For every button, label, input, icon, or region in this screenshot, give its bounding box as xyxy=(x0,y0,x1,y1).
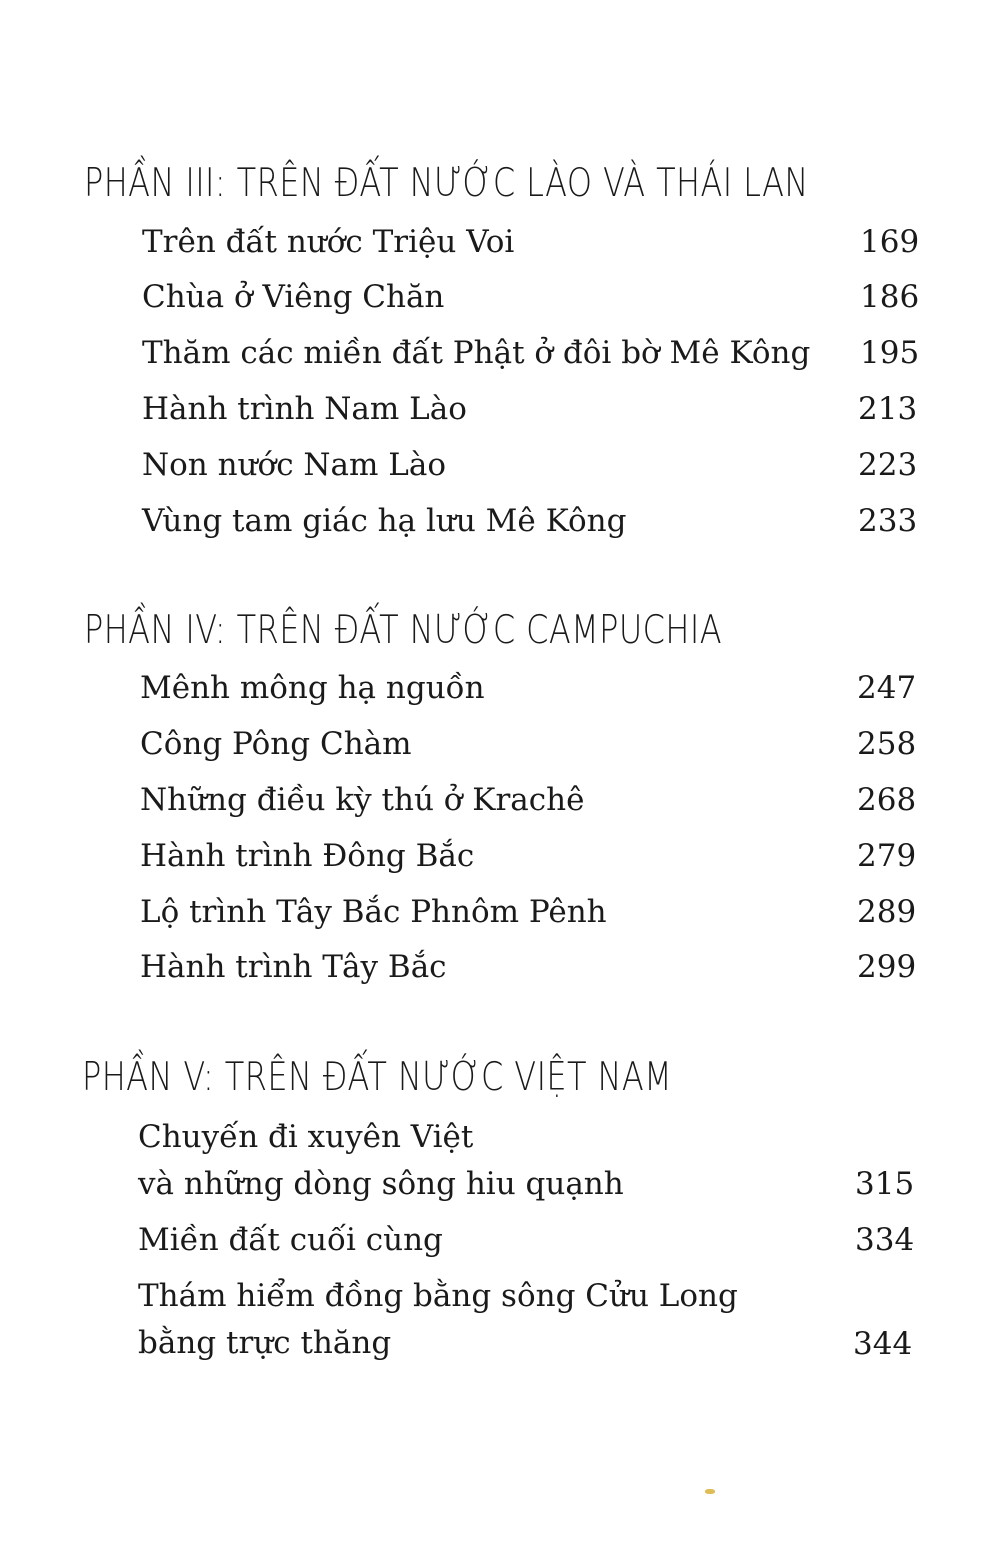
part-title: PHẦN IV: TRÊN ĐẤT NƯỚC CAMPUCHIA xyxy=(84,608,722,653)
toc-entry-title-continued: và những dòng sông hiu quạnh xyxy=(138,1166,624,1202)
toc-entry-title: Trên đất nước Triệu Voi xyxy=(142,224,515,260)
toc-entry-title: Hành trình Đông Bắc xyxy=(140,838,475,874)
toc-entry-title: Non nước Nam Lào xyxy=(142,447,447,483)
toc-entry-title: Thăm các miền đất Phật ở đôi bờ Mê Kông xyxy=(142,335,811,371)
toc-entry-page: 247 xyxy=(857,670,917,706)
toc-entry-title: Mênh mông hạ nguồn xyxy=(140,670,485,706)
toc-entry-page: 315 xyxy=(855,1166,915,1202)
toc-entry-page: 258 xyxy=(857,726,917,762)
toc-entry-page: 268 xyxy=(857,782,917,818)
toc-entry-title: Vùng tam giác hạ lưu Mê Kông xyxy=(142,503,627,539)
toc-entry-page: 334 xyxy=(855,1222,915,1258)
paper-speck xyxy=(705,1489,715,1494)
toc-entry-title: Lộ trình Tây Bắc Phnôm Pênh xyxy=(140,894,607,930)
part-title: PHẦN III: TRÊN ĐẤT NƯỚC LÀO VÀ THÁI LAN xyxy=(84,161,809,206)
toc-entry-title: Chuyến đi xuyên Việt xyxy=(138,1119,474,1155)
toc-entry-page: 233 xyxy=(858,503,918,539)
toc-entry-page: 169 xyxy=(860,224,920,260)
part-title: PHẦN V: TRÊN ĐẤT NƯỚC VIỆT NAM xyxy=(82,1055,673,1100)
toc-entry-page: 186 xyxy=(860,279,920,315)
toc-entry-title: Thám hiểm đồng bằng sông Cửu Long xyxy=(138,1278,738,1314)
toc-entry-page: 279 xyxy=(857,838,917,874)
toc-entry-page: 299 xyxy=(857,949,917,985)
toc-entry-title: Miền đất cuối cùng xyxy=(138,1222,443,1258)
toc-entry-title-continued: bằng trực thăng xyxy=(138,1325,392,1361)
toc-entry-title: Hành trình Tây Bắc xyxy=(140,949,447,985)
toc-entry-page: 195 xyxy=(860,335,920,371)
toc-entry-page: 289 xyxy=(857,894,917,930)
toc-entry-title: Chùa ở Viêng Chăn xyxy=(142,279,445,315)
toc-entry-title: Những điều kỳ thú ở Krachê xyxy=(140,782,585,818)
toc-entry-title: Hành trình Nam Lào xyxy=(142,391,467,427)
toc-entry-page: 344 xyxy=(853,1326,913,1362)
toc-entry-page: 223 xyxy=(858,447,918,483)
toc-entry-page: 213 xyxy=(858,391,918,427)
toc-entry-title: Công Pông Chàm xyxy=(140,726,412,762)
